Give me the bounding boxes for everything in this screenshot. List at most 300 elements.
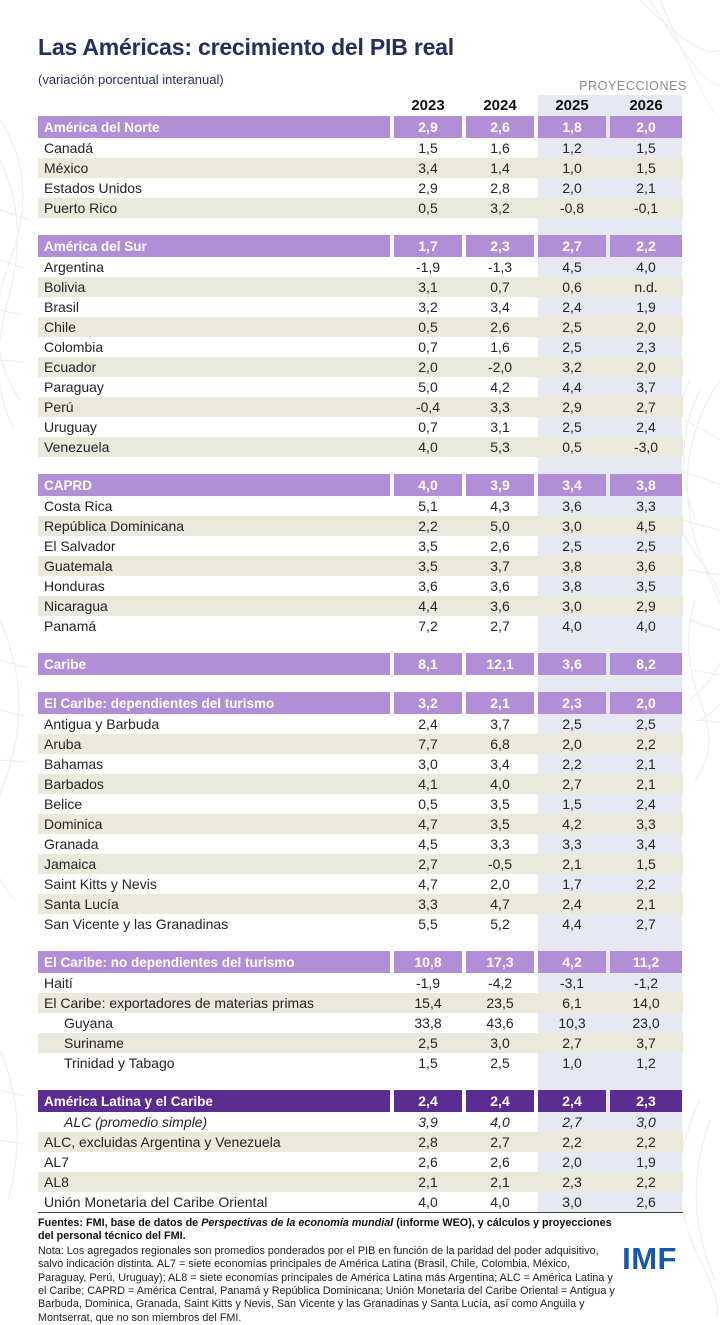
section-aggregate-value: 8,2 — [610, 653, 682, 675]
table-row — [38, 277, 683, 297]
value-cell: 1,2 — [636, 1055, 656, 1071]
value-cell: -1,2 — [633, 975, 659, 991]
section-header-row — [38, 1090, 683, 1112]
table-row — [38, 616, 683, 636]
value-cell: 3,6 — [636, 558, 656, 574]
value-cell: 0,7 — [418, 419, 438, 435]
value-cell: 1,5 — [418, 1055, 438, 1071]
value-cell: 3,7 — [490, 716, 510, 732]
value-cell: 4,4 — [562, 916, 582, 932]
country-label: Trinidad y Tabago — [64, 1055, 175, 1071]
value-cell: 2,0 — [418, 359, 438, 375]
value-cell: 2,3 — [562, 1174, 582, 1190]
value-cell: 2,2 — [562, 756, 582, 772]
value-cell: 2,5 — [562, 319, 582, 335]
country-label: Uruguay — [44, 419, 97, 435]
section-header-label: El Caribe: no dependientes del turismo — [38, 951, 390, 973]
value-cell: 0,7 — [490, 279, 510, 295]
value-cell: 2,1 — [490, 1174, 510, 1190]
table-sections — [38, 116, 683, 1212]
value-cell: 3,5 — [636, 578, 656, 594]
table-section — [38, 692, 683, 934]
country-label: Jamaica — [44, 856, 97, 872]
section-header-row — [38, 116, 683, 138]
value-cell: 3,2 — [418, 299, 438, 315]
value-cell: 2,0 — [562, 1154, 582, 1170]
value-cell: 2,0 — [636, 319, 656, 335]
country-label: El Salvador — [44, 538, 116, 554]
value-cell: 4,5 — [562, 259, 582, 275]
value-cell: 4,0 — [490, 1114, 510, 1130]
value-cell: 43,6 — [486, 1015, 514, 1031]
country-label: Brasil — [44, 299, 80, 315]
section-aggregate-value: 2,4 — [538, 1090, 606, 1112]
table-row — [38, 158, 683, 178]
value-cell: 3,6 — [490, 598, 510, 614]
table-section — [38, 116, 683, 218]
country-label: Antigua y Barbuda — [44, 716, 160, 732]
value-cell: 4,0 — [636, 618, 656, 634]
section-aggregate-value: 10,8 — [394, 951, 462, 973]
value-cell: -0,8 — [559, 200, 585, 216]
section-header-label: El Caribe: dependientes del turismo — [38, 692, 390, 714]
table-row — [38, 854, 683, 874]
value-cell: 2,5 — [562, 538, 582, 554]
section-aggregate-value: 2,0 — [610, 116, 682, 138]
section-aggregate-value: 11,2 — [610, 951, 682, 973]
table-row — [38, 1053, 683, 1073]
value-cell: 0,7 — [418, 339, 438, 355]
value-cell: 1,6 — [490, 140, 510, 156]
value-cell: 2,4 — [562, 896, 582, 912]
value-cell: -1,9 — [415, 259, 441, 275]
table-row — [38, 1152, 683, 1172]
value-cell: 7,7 — [418, 736, 438, 752]
section-aggregate-value: 2,0 — [610, 692, 682, 714]
section-header-row — [38, 474, 683, 496]
table-row — [38, 734, 683, 754]
value-cell: 2,0 — [490, 876, 510, 892]
value-cell: 2,9 — [636, 598, 656, 614]
footer — [38, 1212, 683, 1325]
country-label: AL8 — [44, 1174, 69, 1190]
value-cell: 6,8 — [490, 736, 510, 752]
value-cell: 1,6 — [490, 339, 510, 355]
value-cell: 3,2 — [562, 359, 582, 375]
value-cell: 2,7 — [490, 1134, 510, 1150]
country-label: Guyana — [64, 1015, 114, 1031]
country-label: Canadá — [44, 140, 94, 156]
value-cell: -1,3 — [487, 259, 513, 275]
value-cell: 2,0 — [562, 180, 582, 196]
country-label: Panamá — [44, 618, 97, 634]
value-cell: 5,3 — [490, 439, 510, 455]
value-cell: 1,9 — [636, 299, 656, 315]
country-label: Ecuador — [44, 359, 97, 375]
value-cell: 2,6 — [490, 538, 510, 554]
value-cell: 4,4 — [418, 598, 438, 614]
section-aggregate-value: 3,6 — [538, 653, 606, 675]
value-cell: 4,3 — [490, 498, 510, 514]
table-row — [38, 1192, 683, 1212]
year-column-header: 2025 — [555, 97, 589, 114]
country-label: ALC (promedio simple) — [64, 1114, 208, 1130]
table-row — [38, 536, 683, 556]
value-cell: 4,7 — [418, 876, 438, 892]
value-cell: 2,5 — [490, 1055, 510, 1071]
section-header-label: América Latina y el Caribe — [38, 1090, 390, 1112]
value-cell: 2,7 — [636, 916, 656, 932]
value-cell: 2,4 — [636, 419, 656, 435]
value-cell: -2,0 — [487, 359, 513, 375]
value-cell: 4,7 — [418, 816, 438, 832]
section-aggregate-value: 2,3 — [610, 1090, 682, 1112]
country-label: República Dominicana — [44, 518, 185, 534]
table-section — [38, 653, 683, 675]
value-cell: 2,7 — [562, 776, 582, 792]
value-cell: 2,0 — [562, 736, 582, 752]
value-cell: 3,3 — [490, 399, 510, 415]
table-row — [38, 596, 683, 616]
country-label: Granada — [44, 836, 99, 852]
section-aggregate-value: 3,4 — [538, 474, 606, 496]
country-label: Argentina — [44, 259, 104, 275]
value-cell: 1,9 — [636, 1154, 656, 1170]
section-header-row — [38, 235, 683, 257]
value-cell: 5,0 — [418, 379, 438, 395]
value-cell: 2,4 — [562, 299, 582, 315]
imf-logo: IMF — [622, 1241, 677, 1276]
value-cell: 4,5 — [636, 518, 656, 534]
value-cell: 2,5 — [562, 339, 582, 355]
table-section — [38, 474, 683, 636]
table-row — [38, 1132, 683, 1152]
country-label: San Vicente y las Granadinas — [44, 916, 229, 932]
section-aggregate-value: 4,0 — [394, 474, 462, 496]
table-row — [38, 914, 683, 934]
table-row — [38, 297, 683, 317]
value-cell: 3,5 — [490, 796, 510, 812]
value-cell: -1,9 — [415, 975, 441, 991]
footnote: Nota: Los agregados regionales son promedios ponderados por el PIB en función de la paridad del poder adquisitivo, salvo indicación distinta. AL7 = siete economías principales de América Latina (Brasil, Chile, Colombia, México, Paraguay, Perú, Uruguay); AL8 = siete economías principales de América Latina más Argentina; ALC = América Latina y el Caribe; CAPRD = América Central, Panamá y República Dominicana; Unión Monetaria del Caribe Oriental = Antigua y Barbuda, Dominica, Granada, Saint Kitts y Nevis, San Vicente y las Granadinas y Santa Lucía, así como Anguila y Montserrat, que no son miembros del FMI. — [38, 1244, 615, 1324]
table-row — [38, 178, 683, 198]
table-row — [38, 874, 683, 894]
value-cell: 4,7 — [490, 896, 510, 912]
section-header-row — [38, 653, 683, 675]
value-cell: 4,2 — [490, 379, 510, 395]
country-label: Costa Rica — [44, 498, 113, 514]
value-cell: 2,4 — [636, 796, 656, 812]
value-cell: 2,5 — [418, 1035, 438, 1051]
table-row — [38, 834, 683, 854]
value-cell: 3,6 — [418, 578, 438, 594]
section-header-row — [38, 692, 683, 714]
value-cell: -4,2 — [487, 975, 513, 991]
value-cell: 3,0 — [562, 1194, 582, 1210]
value-cell: 1,4 — [490, 160, 510, 176]
value-cell: 15,4 — [414, 995, 442, 1011]
value-cell: 4,0 — [490, 1194, 510, 1210]
value-cell: 1,0 — [562, 1055, 582, 1071]
value-cell: 3,0 — [562, 518, 582, 534]
table-row — [38, 556, 683, 576]
table-row — [38, 496, 683, 516]
table-row — [38, 1033, 683, 1053]
section-aggregate-value: 2,4 — [394, 1090, 462, 1112]
table-row — [38, 814, 683, 834]
value-cell: 3,0 — [636, 1114, 656, 1130]
table-row — [38, 714, 683, 734]
value-cell: 2,1 — [636, 756, 656, 772]
value-cell: 2,3 — [636, 339, 656, 355]
country-label: México — [44, 160, 89, 176]
country-label: Bolivia — [44, 279, 86, 295]
value-cell: 2,1 — [418, 1174, 438, 1190]
country-label: Haití — [44, 975, 73, 991]
value-cell: 3,3 — [636, 816, 656, 832]
value-cell: 3,3 — [418, 896, 438, 912]
country-label: Unión Monetaria del Caribe Oriental — [44, 1194, 268, 1210]
table-row — [38, 1172, 683, 1192]
value-cell: 2,5 — [562, 716, 582, 732]
value-cell: -0,5 — [487, 856, 513, 872]
value-cell: 4,0 — [418, 1194, 438, 1210]
value-cell: 3,8 — [562, 578, 582, 594]
section-header-label: CAPRD — [38, 474, 390, 496]
value-cell: 1,5 — [636, 856, 656, 872]
table-row — [38, 417, 683, 437]
value-cell: 23,5 — [486, 995, 514, 1011]
value-cell: 2,7 — [562, 1035, 582, 1051]
table-row — [38, 437, 683, 457]
year-column-header: 2024 — [483, 97, 517, 114]
table-row — [38, 576, 683, 596]
value-cell: 0,5 — [418, 796, 438, 812]
value-cell: 0,5 — [562, 439, 582, 455]
value-cell: 4,0 — [418, 439, 438, 455]
value-cell: 4,0 — [562, 618, 582, 634]
value-cell: 2,6 — [636, 1194, 656, 1210]
value-cell: 2,2 — [636, 1174, 656, 1190]
value-cell: 4,1 — [418, 776, 438, 792]
table-row — [38, 337, 683, 357]
value-cell: 2,7 — [562, 1114, 582, 1130]
country-label: Dominica — [44, 816, 103, 832]
table-row — [38, 377, 683, 397]
section-header-label: América del Sur — [38, 235, 390, 257]
weo-report-title: Perspectivas de la economía mundial — [201, 1217, 394, 1229]
value-cell: 3,5 — [490, 816, 510, 832]
country-label: El Caribe: exportadores de materias primas — [44, 995, 315, 1011]
value-cell: 3,7 — [490, 558, 510, 574]
table-row — [38, 516, 683, 536]
value-cell: 3,4 — [636, 836, 656, 852]
report-figure — [38, 34, 687, 1325]
table-row — [38, 754, 683, 774]
value-cell: 5,2 — [490, 916, 510, 932]
sources-note: Fuentes: FMI, base de datos de Perspectivas de la economía mundial (informe WEO), y cálculos y proyecciones del personal técnico del FMI. — [38, 1217, 612, 1243]
value-cell: 2,7 — [636, 399, 656, 415]
country-label: ALC, excluidas Argentina y Venezuela — [44, 1134, 281, 1150]
country-label: Suriname — [64, 1035, 124, 1051]
table-row — [38, 317, 683, 337]
value-cell: 3,1 — [418, 279, 438, 295]
section-aggregate-value: 8,1 — [394, 653, 462, 675]
table-row — [38, 774, 683, 794]
value-cell: 3,7 — [636, 1035, 656, 1051]
value-cell: 1,2 — [562, 140, 582, 156]
value-cell: 4,2 — [562, 816, 582, 832]
value-cell: 3,5 — [418, 558, 438, 574]
section-aggregate-value: 2,7 — [538, 235, 606, 257]
value-cell: 14,0 — [632, 995, 660, 1011]
subtitle: (variación porcentual interanual) — [38, 72, 224, 87]
value-cell: 4,5 — [418, 836, 438, 852]
country-label: Estados Unidos — [44, 180, 143, 196]
year-column-header: 2026 — [629, 97, 663, 114]
table-row — [38, 1013, 683, 1033]
value-cell: 2,2 — [636, 876, 656, 892]
value-cell: 3,3 — [636, 498, 656, 514]
value-cell: 4,0 — [636, 259, 656, 275]
value-cell: 2,6 — [490, 1154, 510, 1170]
section-aggregate-value: 2,9 — [394, 116, 462, 138]
value-cell: 3,5 — [418, 538, 438, 554]
country-label: Guatemala — [44, 558, 113, 574]
value-cell: 2,0 — [636, 359, 656, 375]
country-label: Perú — [44, 399, 74, 415]
country-label: Colombia — [44, 339, 104, 355]
section-aggregate-value: 2,2 — [610, 235, 682, 257]
value-cell: 2,9 — [418, 180, 438, 196]
value-cell: 3,0 — [418, 756, 438, 772]
projections-label: PROYECCIONES — [579, 79, 687, 93]
value-cell: 2,5 — [562, 419, 582, 435]
value-cell: 1,5 — [636, 140, 656, 156]
table-row — [38, 257, 683, 277]
section-aggregate-value: 1,8 — [538, 116, 606, 138]
country-label: Aruba — [44, 736, 82, 752]
country-label: Puerto Rico — [44, 200, 118, 216]
section-aggregate-value: 3,9 — [466, 474, 534, 496]
value-cell: 2,7 — [418, 856, 438, 872]
value-cell: 3,4 — [490, 299, 510, 315]
section-aggregate-value: 3,2 — [394, 692, 462, 714]
value-cell: -3,1 — [559, 975, 585, 991]
value-cell: n.d. — [634, 279, 658, 295]
section-aggregate-value: 2,3 — [538, 692, 606, 714]
value-cell: 3,3 — [490, 836, 510, 852]
country-label: Bahamas — [44, 756, 104, 772]
value-cell: 3,6 — [490, 578, 510, 594]
value-cell: 0,6 — [562, 279, 582, 295]
country-label: Venezuela — [44, 439, 110, 455]
value-cell: 2,6 — [490, 319, 510, 335]
value-cell: 3,6 — [562, 498, 582, 514]
section-header-row — [38, 951, 683, 973]
table-row — [38, 198, 683, 218]
value-cell: 3,0 — [562, 598, 582, 614]
value-cell: 5,0 — [490, 518, 510, 534]
value-cell: 2,5 — [636, 538, 656, 554]
value-cell: 2,2 — [418, 518, 438, 534]
value-cell: 2,8 — [490, 180, 510, 196]
table-row — [38, 1112, 683, 1132]
value-cell: 2,1 — [562, 856, 582, 872]
value-cell: -0,1 — [633, 200, 659, 216]
value-cell: 2,1 — [636, 896, 656, 912]
table-section — [38, 951, 683, 1073]
value-cell: 0,5 — [418, 319, 438, 335]
value-cell: 7,2 — [418, 618, 438, 634]
value-cell: 2,2 — [636, 736, 656, 752]
page-title: Las Américas: crecimiento del PIB real — [38, 34, 454, 60]
value-cell: 23,0 — [632, 1015, 660, 1031]
section-aggregate-value: 3,8 — [610, 474, 682, 496]
value-cell: -0,4 — [415, 399, 441, 415]
section-aggregate-value: 2,4 — [466, 1090, 534, 1112]
value-cell: 5,1 — [418, 498, 438, 514]
table-section — [38, 1090, 683, 1212]
value-cell: 1,5 — [636, 160, 656, 176]
country-label: Santa Lucía — [44, 896, 119, 912]
country-label: Saint Kitts y Nevis — [44, 876, 157, 892]
value-cell: 3,0 — [490, 1035, 510, 1051]
country-label: Paraguay — [44, 379, 104, 395]
table-row — [38, 138, 683, 158]
value-cell: 0,5 — [418, 200, 438, 216]
value-cell: 4,4 — [562, 379, 582, 395]
value-cell: 2,1 — [636, 180, 656, 196]
country-label: Nicaragua — [44, 598, 108, 614]
value-cell: 2,2 — [636, 1134, 656, 1150]
table-row — [38, 794, 683, 814]
value-cell: 5,5 — [418, 916, 438, 932]
country-label: AL7 — [44, 1154, 69, 1170]
section-aggregate-value: 1,7 — [394, 235, 462, 257]
value-cell: 3,8 — [562, 558, 582, 574]
value-cell: 2,6 — [418, 1154, 438, 1170]
value-cell: 3,1 — [490, 419, 510, 435]
section-aggregate-value: 2,3 — [466, 235, 534, 257]
value-cell: -3,0 — [633, 439, 659, 455]
table-row — [38, 894, 683, 914]
value-cell: 10,3 — [558, 1015, 586, 1031]
value-cell: 3,7 — [636, 379, 656, 395]
country-label: Chile — [44, 319, 76, 335]
table-row — [38, 357, 683, 377]
table-row — [38, 397, 683, 417]
value-cell: 2,8 — [418, 1134, 438, 1150]
country-label: Honduras — [44, 578, 105, 594]
value-cell: 2,9 — [562, 399, 582, 415]
value-cell: 2,1 — [636, 776, 656, 792]
value-cell: 3,2 — [490, 200, 510, 216]
table-row — [38, 973, 683, 993]
value-cell: 4,0 — [490, 776, 510, 792]
value-cell: 2,4 — [418, 716, 438, 732]
value-cell: 3,3 — [562, 836, 582, 852]
value-cell: 1,0 — [562, 160, 582, 176]
table-row — [38, 993, 683, 1013]
section-header-label: América del Norte — [38, 116, 390, 138]
table-section — [38, 235, 683, 457]
value-cell: 2,7 — [490, 618, 510, 634]
value-cell: 1,5 — [418, 140, 438, 156]
value-cell: 6,1 — [562, 995, 582, 1011]
value-cell: 2,5 — [636, 716, 656, 732]
section-header-label: Caribe — [38, 653, 390, 675]
